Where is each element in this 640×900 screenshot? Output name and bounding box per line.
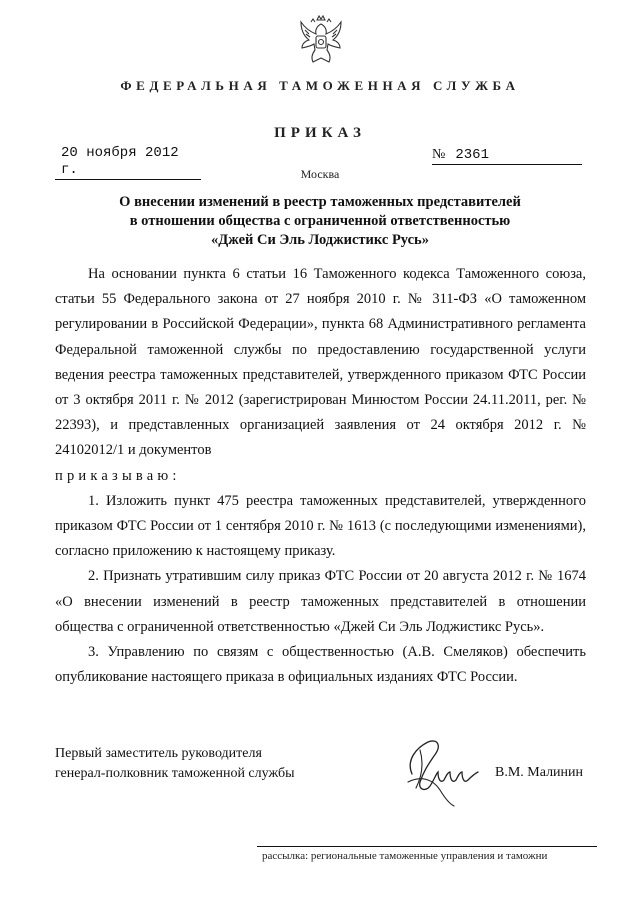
- distribution-note: рассылка: региональные таможенные управления и таможни: [262, 850, 548, 862]
- order-title: ПРИКАЗ: [274, 125, 366, 141]
- handwritten-signature: [390, 730, 490, 810]
- order-number-field: [432, 145, 582, 165]
- order-item-2: 2. Признать утратившим силу приказ ФТС России от 20 августа 2012 г. № 1674 «О внесении изменений в реестр таможенных представителей в отношении общества с ограниченной ответственностью «Джей Си Эль Лоджистикс Русь».: [55, 568, 586, 635]
- heading-line-3: «Джей Си Эль Лоджистикс Русь»: [211, 232, 429, 248]
- position-line-2: генерал-полковник таможенной службы: [55, 766, 295, 781]
- order-city: Москва: [300, 167, 340, 181]
- order-heading: [60, 193, 580, 250]
- russian-coat-of-arms-icon: [297, 14, 345, 66]
- order-item-1: 1. Изложить пункт 475 реестра таможенных представителей, утвержденного приказом ФТС России от 1 сентября 2010 г. № 1613 (с последующими изменениями), согласно приложению к настоящему приказу.: [55, 492, 586, 560]
- preamble-paragraph: На основании пункта 6 статьи 16 Таможенного кодекса Таможенного союза, статьи 55 Федерального закона от 27 ноября 2010 г. № 311-ФЗ «О таможенном регулировании в Российской Федерации», пункта 68 Административного регламента Федеральной таможенной службы по предоставлению государственной услуги ведения реестра таможенных представителей, утвержденного приказом ФТС России от 3 октября 2011 г. № 2012 (зарегистрирован Минюстом России 24.11.2011, рег. № 22393), и представленных организацией заявления от 24 октября 2012 г. № 24102012/1 и документов: [55, 266, 586, 459]
- order-item-3: 3. Управлению по связям с общественностью (А.В. Смеляков) обеспечить опубликование настоящего приказа в официальных изданиях ФТС России.: [55, 644, 586, 686]
- order-directive-word: приказываю:: [55, 467, 181, 484]
- order-number: 2361: [455, 147, 489, 163]
- signatory-name: В.М. Малинин: [495, 765, 584, 780]
- order-number-label: №: [432, 147, 446, 162]
- heading-line-1: О внесении изменений в реестр таможенных представителей: [119, 194, 521, 210]
- heading-line-2: в отношении общества с ограниченной ответственностью: [129, 213, 511, 229]
- position-line-1: Первый заместитель руководителя: [55, 746, 262, 761]
- signatory-position: [55, 744, 375, 784]
- order-body: [55, 262, 586, 690]
- distribution-rule: [257, 846, 597, 847]
- agency-name: ФЕДЕРАЛЬНАЯ ТАМОЖЕННАЯ СЛУЖБА: [120, 78, 520, 93]
- order-date: 20 ноября 2012 г.: [55, 145, 201, 180]
